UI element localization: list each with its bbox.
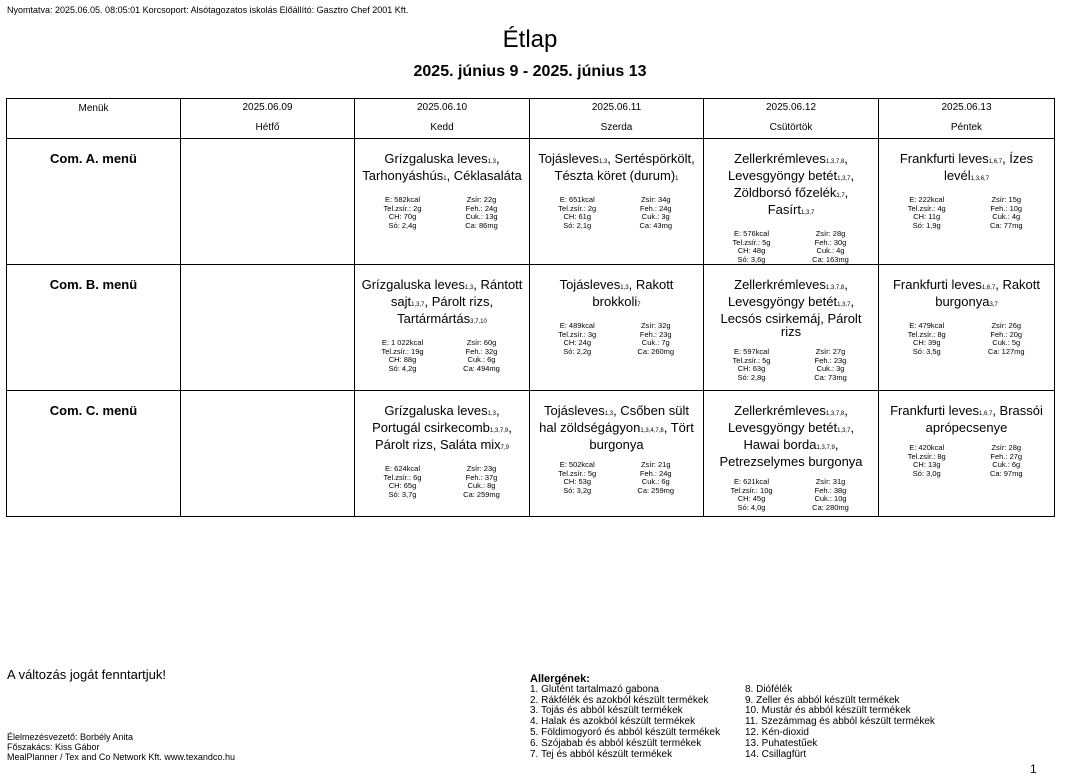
- menu-row-name: Com. A. menü: [7, 139, 181, 265]
- menu-row-name: Com. C. menü: [7, 391, 181, 517]
- menu-cell: [181, 265, 355, 391]
- menu-cell: [704, 391, 879, 517]
- nutrition-info: E: 489kcal Zsír: 32g Tel.zsír.: 3g Feh.: 23g CH: 24g Cuk.: 7g Só: 2,2g Ca: 260mg: [558, 321, 675, 356]
- allergen-item: 9. Zeller és abból készült termékek: [745, 694, 900, 706]
- nutrition-info: E: 597kcal Zsír: 27g Tel.zsír.: 5g Feh.: 23g CH: 63g Cuk.: 3g Só: 2,8g Ca: 73mg: [732, 347, 847, 382]
- dish-names: Tojásleves1,3, Csőben sült hal zöldségágyon1,3,4,7,8, Tört burgonya: [539, 403, 694, 452]
- allergen-codes: 1,3: [604, 411, 614, 417]
- dish-names: Grízgaluska leves1,3, Portugál csirkecomb1,3,7,9, Párolt rizs, Saláta mix7,9: [372, 403, 512, 452]
- staff-line: MealPlanner / Tex and Co Network Kft. www.texandco.hu: [7, 752, 235, 762]
- dish-names: Frankfurti leves1,6,7, Ízes levél1,3,6,7: [899, 151, 1034, 183]
- menu-cell: [530, 139, 704, 265]
- allergen-item: 2. Rákfélék és azokból készült termékek: [530, 694, 709, 706]
- allergen-codes: 1,6,7: [978, 411, 993, 417]
- allergen-codes: 1,3,7,8: [825, 411, 845, 417]
- nutrition-info: E: 621kcal Zsír: 31g Tel.zsír.: 10g Feh.: 38g CH: 45g Cuk.: 10g Só: 4,0g Ca: 280mg: [730, 477, 849, 512]
- allergen-item: 7. Tej és abból készült termékek: [530, 748, 673, 760]
- allergen-codes: 7,9: [500, 445, 510, 451]
- allergen-title: Allergének:: [530, 673, 590, 685]
- day-header: 2025.06.13 Péntek: [879, 99, 1055, 139]
- menu-cell: [530, 265, 704, 391]
- menu-row: [7, 139, 1055, 265]
- allergen-item: 12. Kén-dioxid: [745, 726, 809, 738]
- menu-row: [7, 391, 1055, 517]
- allergen-codes: 1,3: [620, 285, 629, 291]
- allergen-codes: 1,3,7,8: [825, 285, 845, 291]
- menu-cell: [181, 139, 355, 265]
- allergen-column: [745, 685, 935, 761]
- print-info: Nyomtatva: 2025.06.05. 08:05:01 Korcsoport: Alsótagozatos iskolás Előállító: Gasztro Chef 2001 Kft.: [7, 5, 409, 15]
- page-title: Étlap: [502, 26, 558, 53]
- allergen-item: 6. Szójabab és abból készült termékek: [530, 737, 702, 749]
- dish-names: Frankfurti leves1,6,7, Rakott burgonya3,7: [892, 277, 1041, 309]
- header-row: [7, 99, 1055, 139]
- nutrition-info: E: 420kcal Zsír: 28g Tel.zsír.: 8g Feh.: 27g CH: 13g Cuk.: 6g Só: 3,0g Ca: 97mg: [907, 443, 1023, 478]
- allergen-codes: 1: [443, 176, 447, 182]
- allergen-item: 1. Glutént tartalmazó gabona: [530, 683, 659, 695]
- allergen-column: [530, 685, 745, 761]
- allergen-item: 4. Halak és azokból készült termékek: [530, 716, 696, 728]
- allergen-codes: 1,3,7,9: [816, 445, 835, 451]
- allergen-codes: 1,3,7: [837, 302, 851, 308]
- allergen-codes: 1,3,7: [800, 210, 815, 216]
- allergen-item: 13. Puhatestűek: [745, 737, 818, 749]
- dish-names: Zellerkrémleves1,3,7,8, Levesgyöngy betét1,3,7, Hawai borda1,3,7,9, Petrezselymes burgonya: [719, 403, 863, 469]
- menu-cell: [879, 139, 1055, 265]
- allergen-codes: 1,7: [836, 193, 845, 199]
- menu-cell: [879, 391, 1055, 517]
- menu-cell: [879, 265, 1055, 391]
- allergen-codes: 1,3,7: [837, 176, 851, 182]
- dish-names: Grízgaluska leves1,3, Tarhonyáshús1, Céklasaláta: [362, 151, 522, 183]
- menu-cell: [355, 139, 530, 265]
- menu-column-header: Menük: [7, 99, 181, 139]
- allergen-codes: 1,3: [464, 285, 474, 291]
- allergen-codes: 1,3,7: [837, 428, 851, 434]
- allergen-codes: 1,3,7,8: [825, 159, 845, 165]
- allergen-codes: 1,3: [487, 411, 497, 417]
- menu-row-name: Com. B. menü: [7, 265, 181, 391]
- allergen-item: 5. Földimogyoró és abból készült termékek: [530, 726, 721, 738]
- dish-names: Tojásleves1,3, Sertéspörkölt, Tészta köret (durum)1: [538, 151, 695, 183]
- allergen-item: 3. Tojás és abból készült termékek: [530, 705, 683, 717]
- nutrition-info: E: 651kcal Zsír: 34g Tel.zsír.: 2g Feh.: 24g CH: 61g Cuk.: 3g Só: 2,1g Ca: 43mg: [558, 195, 673, 230]
- menu-cell: [181, 391, 355, 517]
- allergen-codes: 1,3,7: [411, 302, 425, 308]
- nutrition-info: E: 582kcal Zsír: 22g Tel.zsír.: 2g Feh.: 24g CH: 70g Cuk.: 13g Só: 2,4g Ca: 86mg: [383, 195, 498, 230]
- allergen-codes: 1,3,4,7,8: [640, 428, 664, 434]
- allergen-codes: 1,6,7: [988, 159, 1003, 165]
- staff-line: Élelmezésvezető: Borbély Anita: [7, 732, 134, 742]
- dish-names: Grízgaluska leves1,3, Rántott sajt1,3,7, Párolt rizs, Tartármártás3,7,10: [361, 277, 523, 326]
- allergen-codes: 1,3,6,7: [970, 176, 990, 182]
- allergen-item: 11. Szezámmag és abból készült termékek: [745, 716, 935, 728]
- allergen-item: 10. Mustár és abból készült termékek: [745, 705, 911, 717]
- allergen-codes: 7: [637, 302, 641, 308]
- dish-names: Tojásleves1,3, Rakott brokkoli7: [559, 277, 674, 309]
- menu-cell: [355, 265, 530, 391]
- day-header: 2025.06.12 Csütörtök: [704, 99, 879, 139]
- day-header: 2025.06.11 Szerda: [530, 99, 704, 139]
- menu-cell: [530, 391, 704, 517]
- menu-cell: [704, 139, 879, 265]
- page-number: 1: [1030, 762, 1037, 776]
- allergen-item: 14. Csillagfürt: [745, 748, 807, 760]
- nutrition-info: E: 576kcal Zsír: 28g Tel.zsír.: 5g Feh.: 30g CH: 48g Cuk.: 4g Só: 3,6g Ca: 163mg: [732, 229, 849, 264]
- menu-table: [6, 98, 1055, 517]
- day-header: 2025.06.09 Hétfő: [181, 99, 355, 139]
- allergen-codes: 1,3: [487, 159, 497, 165]
- nutrition-info: E: 624kcal Zsír: 23g Tel.zsír.: 6g Feh.: 37g CH: 65g Cuk.: 8g Só: 3,7g Ca: 259mg: [383, 464, 500, 499]
- nutrition-info: E: 222kcal Zsír: 15g Tel.zsír.: 4g Feh.: 10g CH: 11g Cuk.: 4g Só: 1,9g Ca: 77mg: [907, 195, 1023, 230]
- dish-names: Zellerkrémleves1,3,7,8, Levesgyöngy betét1,3,7, Zöldborsó főzelék1,7, Fasírt1,3,7: [727, 151, 855, 217]
- allergen-legend: [530, 674, 935, 760]
- allergen-codes: 3,7: [989, 302, 998, 308]
- staff-info: [7, 732, 235, 762]
- allergen-codes: 1: [675, 176, 679, 182]
- menu-cell: [355, 391, 530, 517]
- allergen-codes: 1,3: [598, 159, 608, 165]
- allergen-codes: 1,3,7,9: [489, 428, 509, 434]
- menu-row: [7, 265, 1055, 391]
- menu-cell: [704, 265, 879, 391]
- staff-line: Főszakács: Kiss Gábor: [7, 742, 100, 752]
- dish-names: Frankfurti leves1,6,7, Brassói aprópecsenye: [890, 403, 1043, 435]
- allergen-codes: 1,6,7: [981, 285, 996, 291]
- nutrition-info: E: 502kcal Zsír: 21g Tel.zsír.: 5g Feh.: 24g CH: 53g Cuk.: 6g Só: 3,2g Ca: 259mg: [558, 460, 675, 495]
- allergen-codes: 3,7,10: [470, 319, 487, 325]
- change-notice: A változás jogát fenntartjuk!: [7, 667, 166, 682]
- allergen-item: 8. Diófélék: [745, 683, 793, 695]
- date-range: 2025. június 9 - 2025. június 13: [413, 63, 647, 80]
- dish-names: Zellerkrémleves1,3,7,8, Levesgyöngy betét1,3,7, Lecsós csirkemáj, Párolt rizs: [720, 277, 862, 339]
- nutrition-info: E: 479kcal Zsír: 26g Tel.zsír.: 8g Feh.: 20g CH: 39g Cuk.: 5g Só: 3,5g Ca: 127mg: [907, 321, 1025, 356]
- day-header: 2025.06.10 Kedd: [355, 99, 530, 139]
- nutrition-info: E: 1 022kcal Zsír: 60g Tel.zsír.: 19g Feh.: 32g CH: 88g Cuk.: 6g Só: 4,2g Ca: 494mg: [381, 338, 500, 373]
